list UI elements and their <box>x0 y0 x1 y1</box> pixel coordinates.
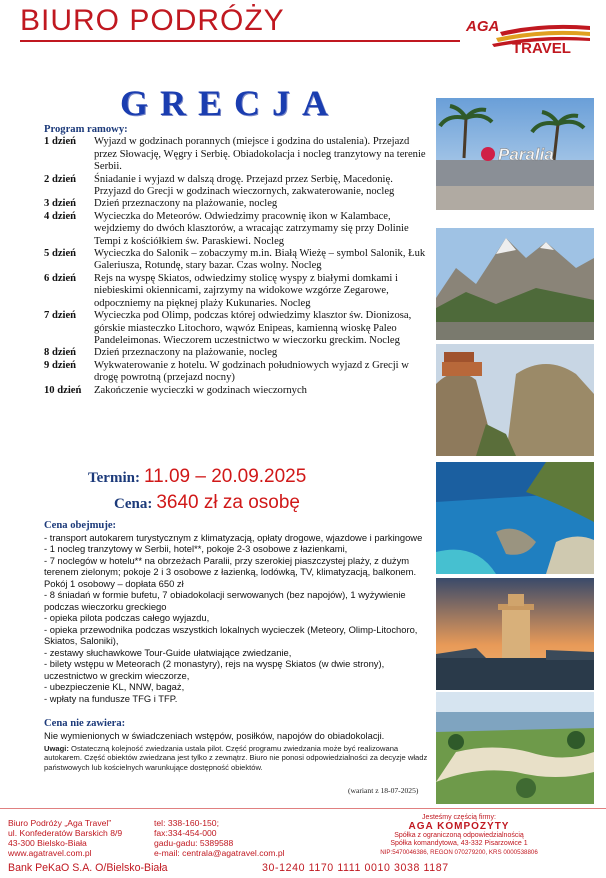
aga-travel-logo <box>462 16 592 62</box>
includes-heading: Cena obejmuje: <box>44 520 117 531</box>
header-underline <box>20 40 460 42</box>
email-link[interactable]: e-mail: centrala@agatravel.com.pl <box>154 848 285 858</box>
notes-text: Ostateczną kolejność zwiedzania ustala pilot. Część programu zwiedzania może być realizowana autokarem. Część obiektów zwiedzana jest tylko z zewnątrz. Biuro nie ponosi odpowiedzialności za decyzje władz państwowych lub kościelnych warunkujące dostępność obiektów. <box>44 744 428 772</box>
program-day: 2 dzień Śniadanie i wyjazd w dalszą drogę. Przejazd przez Serbię, Macedonię. Przyjazd do Grecji w godzinach wieczornych, zakwaterowanie, nocleg <box>44 173 395 198</box>
list-item: - ubezpieczenie KL, NNW, bagaż, <box>44 681 185 692</box>
program-day: 9 dzień Wykwaterowanie z hotelu. W godzinach południowych wyjazd z Grecji w drogę powrotną (przejazd nocny) <box>44 359 409 384</box>
program-day: 6 dzień Rejs na wyspę Skiatos, odwiedzimy stolicę wyspy z białymi domkami i niebieskimi okiennicami, zajrzymy na widokowe wzgórze Zegarowe, odpoczniemy na pięknej plaży Kukunaries. Nocleg <box>44 272 398 309</box>
notes <box>44 744 432 772</box>
program-day: 8 dzień Dzień przeznaczony na plażowanie, nocleg <box>44 347 278 359</box>
price-includes <box>44 520 432 704</box>
trip-price-value: 3640 zł za osobę <box>156 492 300 513</box>
list-item: - transport autokarem turystycznym z klimatyzacją, opłaty drogowe, wjazdowe i parkingowe <box>44 531 423 543</box>
hotel-beach-garden-photo <box>436 692 594 804</box>
footer-contact <box>154 818 285 858</box>
list-item: - opieka pilota podczas całego wyjazdu, <box>44 612 210 623</box>
fax: fax:334-454-000 <box>154 828 217 838</box>
trip-price: Cena: 3640 zł za osobę <box>114 492 300 513</box>
skiathos-bay-photo <box>436 462 594 574</box>
program-section <box>44 124 430 397</box>
gadu-gadu: gadu-gadu: 5389588 <box>154 838 234 848</box>
list-item: - bilety wstępu w Meteorach (2 monastyry), rejs na wyspę Skiatos (w dwie strony), uczestnictwo w greckim wieczorze, <box>44 658 385 681</box>
trip-dates-value: 11.09 – 20.09.2025 <box>143 466 307 487</box>
program-heading: Program ramowy: <box>44 124 128 135</box>
footer-company: Jesteśmy częścią firmy: AGA KOMPOZYTY Spółka z ograniczoną odpowiedzialnością Spółka komandytowa, 43-332 Pisarzowice 1 NIP:5470046386, REGON 070279200, KRS 0000538806 <box>322 814 596 858</box>
list-item: - 7 noclegów w hotelu** na obrzeżach Paralii, przy szerokiej piaszczystej plaży, z dużym terenem zielonym; pokoje 2 i 3 osobowe z łazienką, lodówką, TV, klimatyzacją, balkonem. Pokój 1 osobowy – dopłata 650 zł <box>44 554 417 589</box>
price-excludes <box>44 718 432 741</box>
excludes-text: Nie wymienionych w świadczeniach wstępów, posiłków, napojów do obiadokolacji. <box>44 729 385 741</box>
program-day: 3 dzień Dzień przeznaczony na plażowanie, nocleg <box>44 198 278 210</box>
list-item: - opieka przewodnika podczas wszystkich lokalnych wycieczek (Meteory, Olimp-Litochoro, Skiatos, Saloniki), <box>44 623 418 646</box>
notes-label: Uwagi: <box>44 744 69 753</box>
bank-account: 30-1240 1170 1111 0010 3038 1187 <box>262 862 449 874</box>
agency-title: BIURO PODRÓŻY <box>20 4 285 37</box>
list-item: - 8 śniadań w formie bufetu, 7 obiadokolacji serwowanych (bez napojów), 1 wyżywienie podczas wieczorku greckiego <box>44 589 406 612</box>
logo-aga-text: AGA <box>466 18 500 35</box>
footer-address: Biuro Podróży „Aga Travel” ul. Konfederatów Barskich 8/9 43-300 Bielsko-Biała www.agatravel.com.pl <box>8 818 123 858</box>
variant-date: (wariant z 18-07-2025) <box>348 786 419 795</box>
trip-dates: Termin: 11.09 – 20.09.2025 <box>88 466 307 487</box>
phone: tel: 338-160-150; <box>154 818 219 828</box>
white-tower-thessaloniki-photo <box>436 578 594 690</box>
excludes-heading: Cena nie zawiera: <box>44 718 126 729</box>
paralia-caption: Paralia <box>498 145 554 164</box>
list-item: - wpłaty na fundusze TFG i TFP. <box>44 692 178 704</box>
bank-name: Bank PeKaO S.A. O/Bielsko-Biała <box>8 862 168 874</box>
program-day: 7 dzień Wycieczka pod Olimp, podczas której odwiedzimy klasztor św. Dionizosa, górskie miasteczko Litochoro, wąwóz Enipeas, kamienną wioskę Paleo Pandeleimonas. Wieczorem uczestnictwo w wieczorku greckim. Nocleg <box>44 310 412 346</box>
paralia-beach-photo <box>436 98 594 210</box>
program-day: 4 dzień Wycieczka do Meteorów. Odwiedzimy pracownię ikon w Kalambace, wejdziemy do dwóch klasztorów, a wracając zatrzymamy się przy Dolinie Tempi z kościółkiem św. Paraskiewi. Nocleg <box>44 210 409 247</box>
program-day: 10 dzień Zakończenie wycieczki w godzinach wieczornych <box>44 384 307 396</box>
website-link[interactable]: www.agatravel.com.pl <box>8 848 92 858</box>
footer-divider <box>0 808 606 809</box>
meteora-monastery-photo <box>436 344 594 456</box>
program-day: 5 dzień Wycieczka do Salonik – zobaczymy m.in. Białą Wieżę – symbol Salonik, Łuk Galeriusza, Rotundę, stary bazar. Czas wolny. Nocleg <box>44 248 426 272</box>
country-title: GRECJA <box>120 83 341 123</box>
olympus-mountains-photo <box>436 228 594 340</box>
program-day: 1 dzień Wyjazd w godzinach porannych (miejsce i godzina do ustalenia). Przejazd przez Słowację, Węgry i Serbię. Obiadokolacja i nocleg tranzytowy na terenie Serbii. <box>44 136 426 173</box>
list-item: - 1 nocleg tranzytowy w Serbii, hotel**, pokoje 2-3 osobowe z łazienkami, <box>44 543 348 554</box>
company-name: AGA KOMPOZYTY <box>408 821 510 832</box>
logo-travel-text: TRAVEL <box>512 40 571 57</box>
list-item: - zestawy słuchawkowe Tour-Guide ułatwiające zwiedzanie, <box>44 646 292 658</box>
